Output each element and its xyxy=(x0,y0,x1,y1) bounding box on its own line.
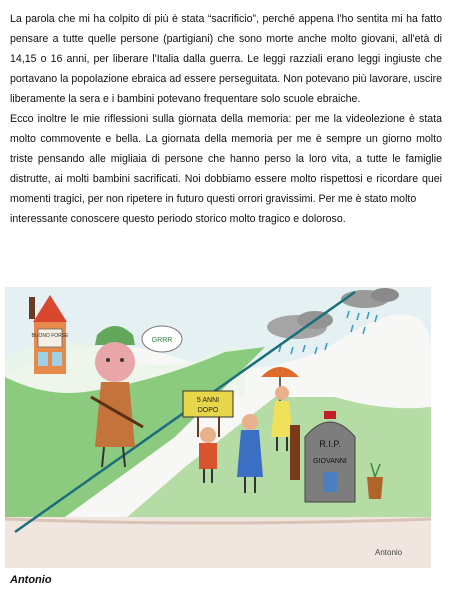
author-signature: Antonio xyxy=(10,574,52,586)
tomb-name-text: GIOVANNI xyxy=(313,458,347,465)
child-drawing xyxy=(5,287,431,568)
speech-bubble-text: GRRR xyxy=(151,337,173,344)
drawing-illustration xyxy=(5,287,431,568)
artist-signature: Antonio xyxy=(375,548,403,557)
flower-vase xyxy=(367,477,383,499)
years-sign-text-1: 5 ANNI xyxy=(196,397,220,404)
essay-text xyxy=(10,9,442,229)
years-sign-text-2: DOPO xyxy=(197,407,219,414)
paragraph-reflections: Ecco inoltre le mie riflessioni sulla giornata della memoria: per me la videolezione è stata molto commovente e bella. La giornata della memoria per me è sempre un giorno molto triste pensando alle migliaia di persone che hanno perso la loro vita, a tutte le famiglie distrutte, ai molti bambini sacrificati. Noi dobbiamo essere molto rispettosi e ricordare quei momenti tragici, per non ripetere in futuro questi orrori gravissimi. Per me è stato molto xyxy=(10,113,442,205)
house-sign-text: BUONO FORSE xyxy=(31,333,69,339)
paragraph-sacrifice: La parola che mi ha colpito di più è stata “sacrificio”, perché appena l'ho sentita mi ha fatto pensare a tutte quelle persone (partigiani) che sono morte anche molto giovani, all'età di 14,15 o 16 anni, per liberare l'Italia dalla guerra. Le leggi razziali erano leggi ingiuste che portavano la popolazione ebraica ad essere perseguitata. Non potevano più lavorare, uscire liberamente la sera e i bambini potevano frequentare solo scuole ebraiche. xyxy=(10,13,442,105)
tomb-rip-text: R.I.P. xyxy=(319,439,341,449)
tree-stump xyxy=(290,425,300,480)
speech-bubble xyxy=(142,326,182,352)
ground-strip xyxy=(5,517,431,568)
paragraph-conclusion: interessante conoscere questo periodo storico molto tragico e doloroso. xyxy=(10,213,346,225)
